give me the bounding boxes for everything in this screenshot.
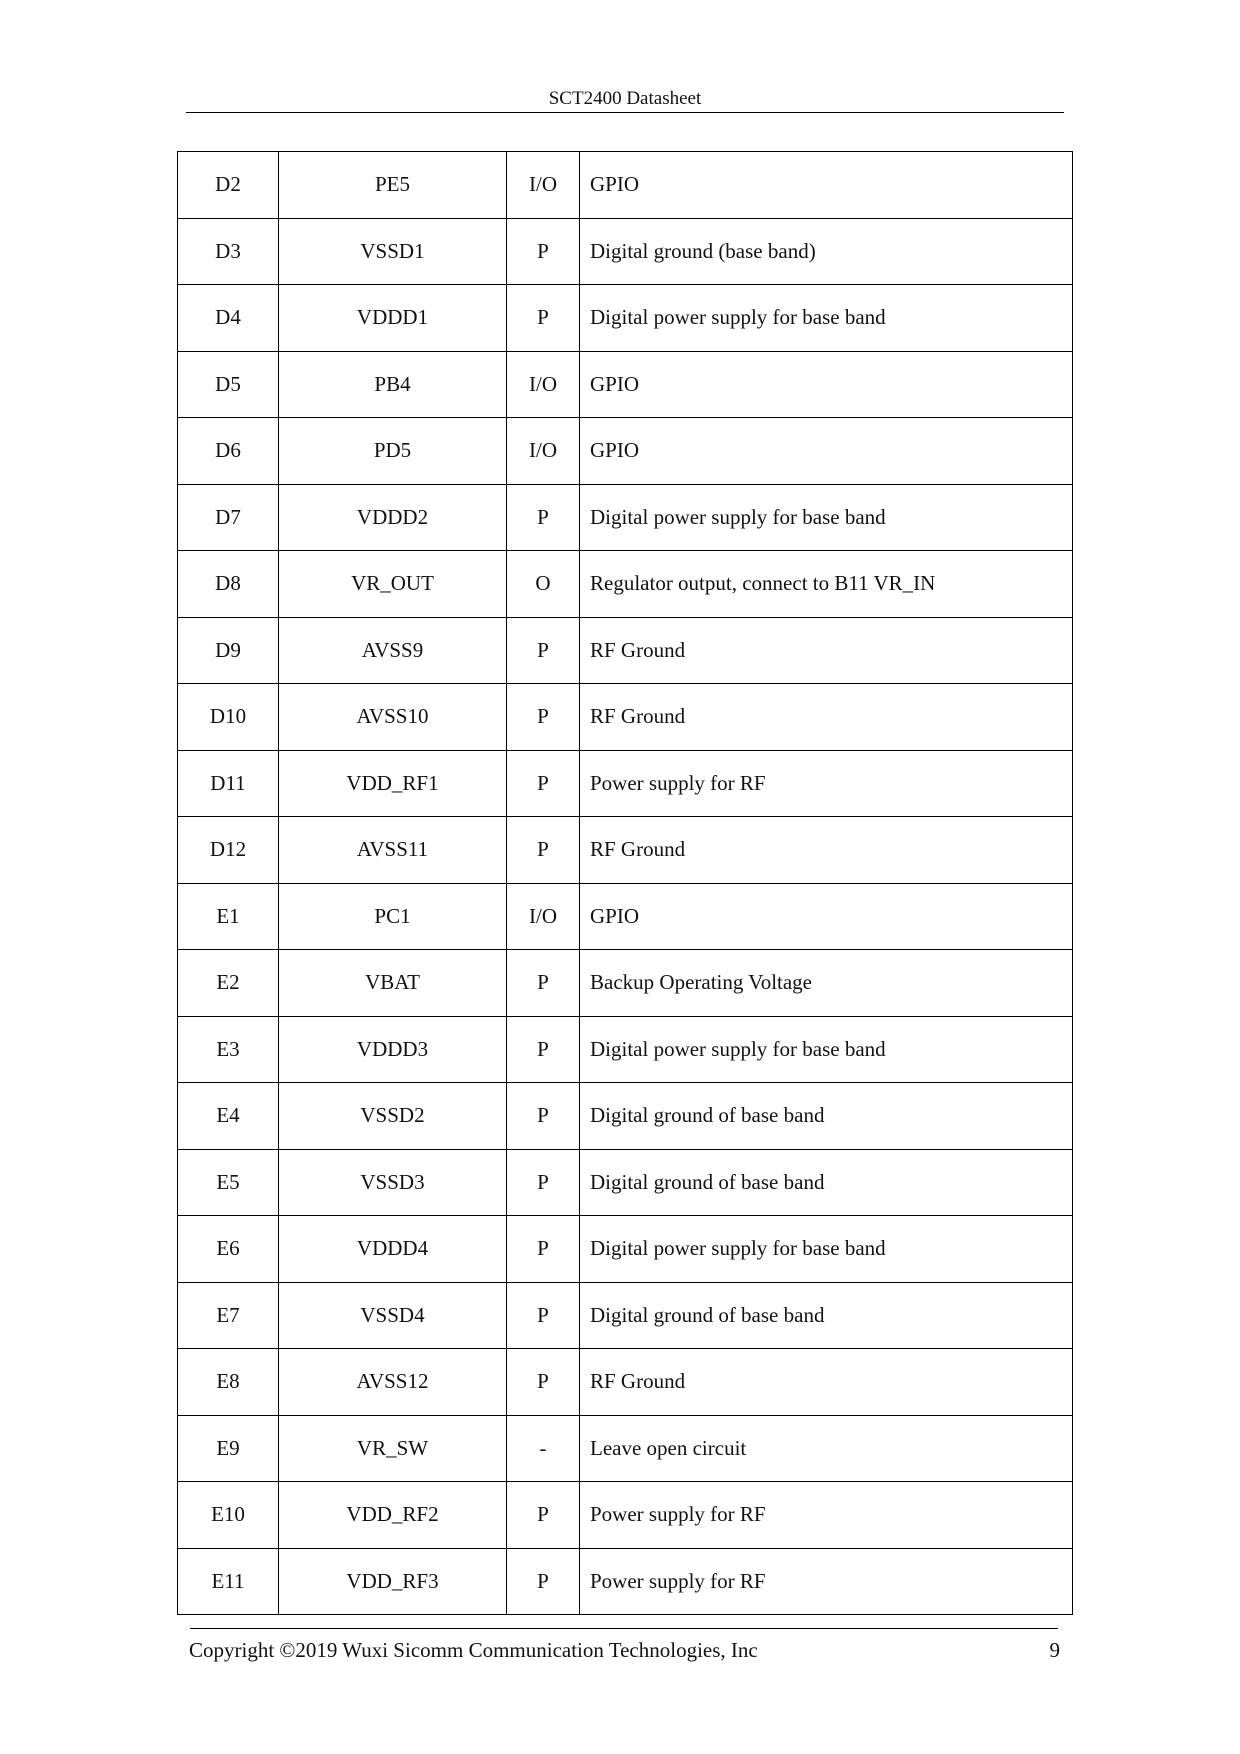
table-row <box>178 1415 1073 1482</box>
pin-type-cell: P <box>507 617 580 684</box>
pin-type-cell: P <box>507 1083 580 1150</box>
table-row <box>178 1149 1073 1216</box>
table-row <box>178 484 1073 551</box>
table-row <box>178 551 1073 618</box>
footer-copyright: Copyright ©2019 Wuxi Sicomm Communication Technologies, Inc <box>189 1638 758 1662</box>
pin-ball-cell: D5 <box>178 351 279 418</box>
pin-description-cell: Power supply for RF <box>580 1548 1073 1615</box>
pin-description-cell: RF Ground <box>580 1349 1073 1416</box>
pin-description-cell: RF Ground <box>580 684 1073 751</box>
pin-ball-cell: E10 <box>178 1482 279 1549</box>
pin-ball-cell: D6 <box>178 418 279 485</box>
pin-name-cell: PB4 <box>279 351 507 418</box>
table-row <box>178 750 1073 817</box>
pin-ball-cell: E2 <box>178 950 279 1017</box>
footer-divider <box>190 1628 1058 1629</box>
pin-type-cell: P <box>507 1016 580 1083</box>
pin-name-cell: VDD_RF2 <box>279 1482 507 1549</box>
pin-description-cell: Digital power supply for base band <box>580 484 1073 551</box>
pin-name-cell: AVSS10 <box>279 684 507 751</box>
page-header-title: SCT2400 Datasheet <box>548 88 702 109</box>
pin-ball-cell: D3 <box>178 218 279 285</box>
pin-name-cell: VDD_RF1 <box>279 750 507 817</box>
pin-description-cell: Digital power supply for base band <box>580 285 1073 352</box>
pin-name-cell: VDD_RF3 <box>279 1548 507 1615</box>
pin-type-cell: O <box>507 551 580 618</box>
pin-type-cell: P <box>507 750 580 817</box>
pin-name-cell: VR_OUT <box>279 551 507 618</box>
pin-ball-cell: D11 <box>178 750 279 817</box>
table-row <box>178 684 1073 751</box>
pin-table <box>177 151 1073 1615</box>
pin-name-cell: VDDD2 <box>279 484 507 551</box>
header-divider <box>186 112 1064 113</box>
pin-ball-cell: D12 <box>178 817 279 884</box>
pin-name-cell: VDDD3 <box>279 1016 507 1083</box>
pin-description-cell: RF Ground <box>580 817 1073 884</box>
pin-ball-cell: E6 <box>178 1216 279 1283</box>
table-row <box>178 950 1073 1017</box>
pin-description-cell: Digital ground (base band) <box>580 218 1073 285</box>
pin-ball-cell: E9 <box>178 1415 279 1482</box>
pin-type-cell: P <box>507 817 580 884</box>
pin-name-cell: VSSD1 <box>279 218 507 285</box>
pin-name-cell: VSSD2 <box>279 1083 507 1150</box>
table-row <box>178 152 1073 219</box>
pin-description-cell: Leave open circuit <box>580 1415 1073 1482</box>
pin-name-cell: VBAT <box>279 950 507 1017</box>
pin-name-cell: PE5 <box>279 152 507 219</box>
pin-ball-cell: D7 <box>178 484 279 551</box>
pin-ball-cell: E11 <box>178 1548 279 1615</box>
pin-description-cell: Digital power supply for base band <box>580 1216 1073 1283</box>
pin-ball-cell: E4 <box>178 1083 279 1150</box>
pin-ball-cell: D4 <box>178 285 279 352</box>
pin-description-cell: Digital ground of base band <box>580 1083 1073 1150</box>
table-row <box>178 1083 1073 1150</box>
pin-description-cell: Digital ground of base band <box>580 1282 1073 1349</box>
pin-type-cell: P <box>507 1216 580 1283</box>
pin-description-cell: Digital ground of base band <box>580 1149 1073 1216</box>
table-row <box>178 1548 1073 1615</box>
pin-name-cell: VR_SW <box>279 1415 507 1482</box>
pin-name-cell: PC1 <box>279 883 507 950</box>
pin-ball-cell: D9 <box>178 617 279 684</box>
pin-ball-cell: D8 <box>178 551 279 618</box>
pin-ball-cell: D10 <box>178 684 279 751</box>
pin-ball-cell: E8 <box>178 1349 279 1416</box>
pin-type-cell: P <box>507 1548 580 1615</box>
pin-type-cell: I/O <box>507 883 580 950</box>
table-row <box>178 1349 1073 1416</box>
table-row <box>178 817 1073 884</box>
pin-type-cell: P <box>507 1149 580 1216</box>
pin-description-cell: Power supply for RF <box>580 750 1073 817</box>
pin-type-cell: - <box>507 1415 580 1482</box>
pin-name-cell: VDDD1 <box>279 285 507 352</box>
pin-ball-cell: E1 <box>178 883 279 950</box>
table-row <box>178 617 1073 684</box>
pin-description-cell: Digital power supply for base band <box>580 1016 1073 1083</box>
table-row <box>178 351 1073 418</box>
pin-name-cell: VSSD3 <box>279 1149 507 1216</box>
pin-description-cell: GPIO <box>580 883 1073 950</box>
table-row <box>178 1016 1073 1083</box>
pin-type-cell: P <box>507 684 580 751</box>
table-row <box>178 1282 1073 1349</box>
pin-type-cell: P <box>507 1282 580 1349</box>
pin-description-cell: Power supply for RF <box>580 1482 1073 1549</box>
table-row <box>178 883 1073 950</box>
table-row <box>178 418 1073 485</box>
pin-name-cell: PD5 <box>279 418 507 485</box>
pin-name-cell: AVSS12 <box>279 1349 507 1416</box>
pin-table-body <box>178 152 1073 1615</box>
pin-type-cell: P <box>507 1482 580 1549</box>
page-number: 9 <box>1049 1638 1060 1662</box>
pin-type-cell: P <box>507 484 580 551</box>
table-row <box>178 1482 1073 1549</box>
table-row <box>178 218 1073 285</box>
pin-description-cell: Backup Operating Voltage <box>580 950 1073 1017</box>
pin-name-cell: AVSS9 <box>279 617 507 684</box>
pin-type-cell: I/O <box>507 152 580 219</box>
pin-name-cell: VSSD4 <box>279 1282 507 1349</box>
pin-name-cell: AVSS11 <box>279 817 507 884</box>
pin-ball-cell: D2 <box>178 152 279 219</box>
pin-type-cell: P <box>507 285 580 352</box>
pin-description-cell: RF Ground <box>580 617 1073 684</box>
pin-type-cell: I/O <box>507 351 580 418</box>
pin-ball-cell: E7 <box>178 1282 279 1349</box>
pin-type-cell: I/O <box>507 418 580 485</box>
pin-description-cell: GPIO <box>580 351 1073 418</box>
table-row <box>178 1216 1073 1283</box>
pin-type-cell: P <box>507 950 580 1017</box>
pin-description-cell: GPIO <box>580 418 1073 485</box>
pin-description-cell: Regulator output, connect to B11 VR_IN <box>580 551 1073 618</box>
pin-ball-cell: E3 <box>178 1016 279 1083</box>
pin-name-cell: VDDD4 <box>279 1216 507 1283</box>
pin-type-cell: P <box>507 1349 580 1416</box>
table-row <box>178 285 1073 352</box>
pin-description-cell: GPIO <box>580 152 1073 219</box>
pin-type-cell: P <box>507 218 580 285</box>
pin-ball-cell: E5 <box>178 1149 279 1216</box>
